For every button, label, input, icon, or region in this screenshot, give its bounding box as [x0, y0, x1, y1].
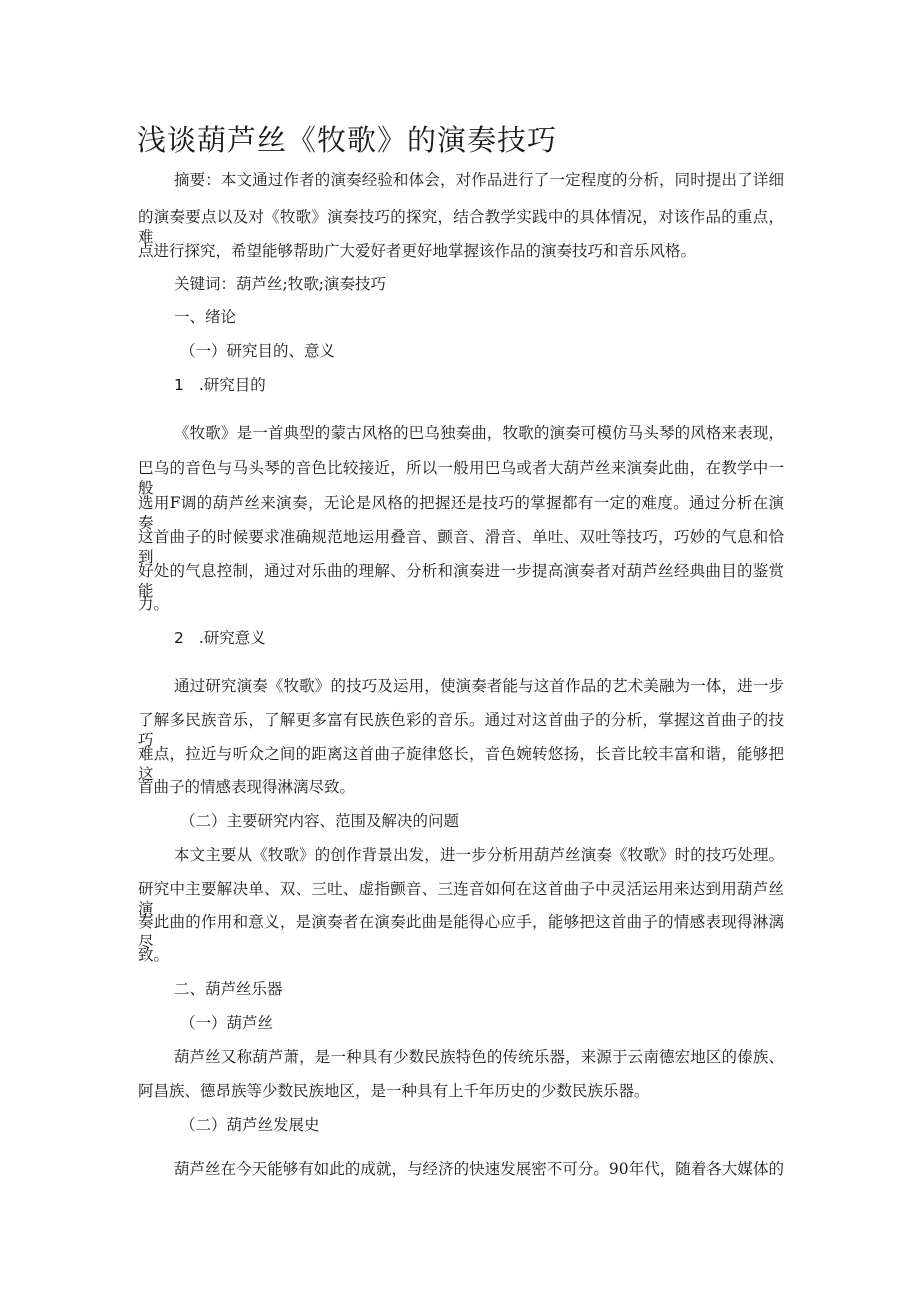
sub-heading-label: .研究意义	[198, 629, 266, 647]
paragraph-2-line-2: 了解多民族音乐，了解更多富有民族色彩的音乐。通过对这首曲子的分析，掌握这首曲子的技巧	[138, 711, 784, 749]
paragraph-5-line-1: 葫芦丝在今天能够有如此的成就，与经济的快速发展密不可分。90年代，随着各大媒体的	[174, 1160, 784, 1178]
sub-heading-number: 2	[174, 629, 184, 647]
paragraph-3-line-4: 致。	[138, 946, 170, 964]
subsection-heading-2-1: （一）葫芦丝	[180, 1014, 274, 1032]
keywords: 关键词：葫芦丝;牧歌;演奏技巧	[174, 275, 386, 293]
paragraph-3-line-1: 本文主要从《牧歌》的创作背景出发，进一步分析用葫芦丝演奏《牧歌》时的技巧处理。	[174, 846, 784, 864]
sub-heading-label: .研究目的	[198, 376, 266, 394]
paragraph-3-line-3: 奏此曲的作用和意义，是演奏者在演奏此曲是能得心应手，能够把这首曲子的情感表现得淋漓尽	[138, 913, 784, 951]
paragraph-1-line-6: 力。	[138, 595, 170, 613]
section-heading-2: 二、葫芦丝乐器	[174, 980, 283, 998]
paragraph-4-line-1: 葫芦丝又称葫芦萧，是一种具有少数民族特色的传统乐器，来源于云南德宏地区的傣族、	[174, 1048, 784, 1066]
subsection-heading-1-1: （一）研究目的、意义	[180, 342, 336, 360]
paragraph-1-line-2: 巴乌的音色与马头琴的音色比较接近，所以一般用巴乌或者大葫芦丝来演奏此曲，在教学中一般	[138, 459, 784, 497]
sub-heading-purpose	[174, 375, 266, 395]
section-heading-1: 一、绪论	[174, 308, 237, 326]
paragraph-1-line-5: 好处的气息控制，通过对乐曲的理解、分析和演奏进一步提高演奏者对葫芦丝经典曲目的鉴赏能	[138, 562, 784, 600]
paragraph-3-line-2: 研究中主要解决单、双、三吐、虚指颤音、三连音如何在这首曲子中灵活运用来达到用葫芦丝演	[138, 880, 784, 918]
abstract-line-2: 的演奏要点以及对《牧歌》演奏技巧的探究，结合教学实践中的具体情况，对该作品的重点，难	[138, 208, 784, 246]
document-title: 浅谈葫芦丝《牧歌》的演奏技巧	[137, 123, 558, 157]
paragraph-2-line-4: 首曲子的情感表现得淋漓尽致。	[138, 778, 356, 796]
paragraph-4-line-2: 阿昌族、德昂族等少数民族地区，是一种具有上千年历史的少数民族乐器。	[138, 1082, 650, 1100]
sub-heading-number: 1	[174, 376, 184, 394]
paragraph-2-line-3: 难点，拉近与听众之间的距离这首曲子旋律悠长，音色婉转悠扬，长音比较丰富和谐，能够把这	[138, 745, 784, 783]
abstract-line-3: 点进行探究，希望能够帮助广大爱好者更好地掌握该作品的演奏技巧和音乐风格。	[138, 242, 697, 260]
paragraph-1-line-3: 选用F调的葫芦丝来演奏，无论是风格的把握还是技巧的掌握都有一定的难度。通过分析在演奏	[138, 494, 784, 532]
subsection-heading-2-2: （二）葫芦丝发展史	[180, 1116, 320, 1134]
paragraph-1-line-1: 《牧歌》是一首典型的蒙古风格的巴乌独奏曲，牧歌的演奏可模仿马头琴的风格来表现，	[174, 424, 784, 442]
paragraph-2-line-1: 通过研究演奏《牧歌》的技巧及运用，使演奏者能与这首作品的艺术美融为一体，进一步	[174, 677, 784, 695]
subsection-heading-1-2: （二）主要研究内容、范围及解决的问题	[180, 812, 460, 830]
sub-heading-significance	[174, 628, 266, 648]
paragraph-1-line-4: 这首曲子的时候要求准确规范地运用叠音、颤音、滑音、单吐、双吐等技巧，巧妙的气息和恰到	[138, 528, 784, 566]
abstract-line-1: 摘要：本文通过作者的演奏经验和体会，对作品进行了一定程度的分析，同时提出了详细	[174, 171, 784, 189]
